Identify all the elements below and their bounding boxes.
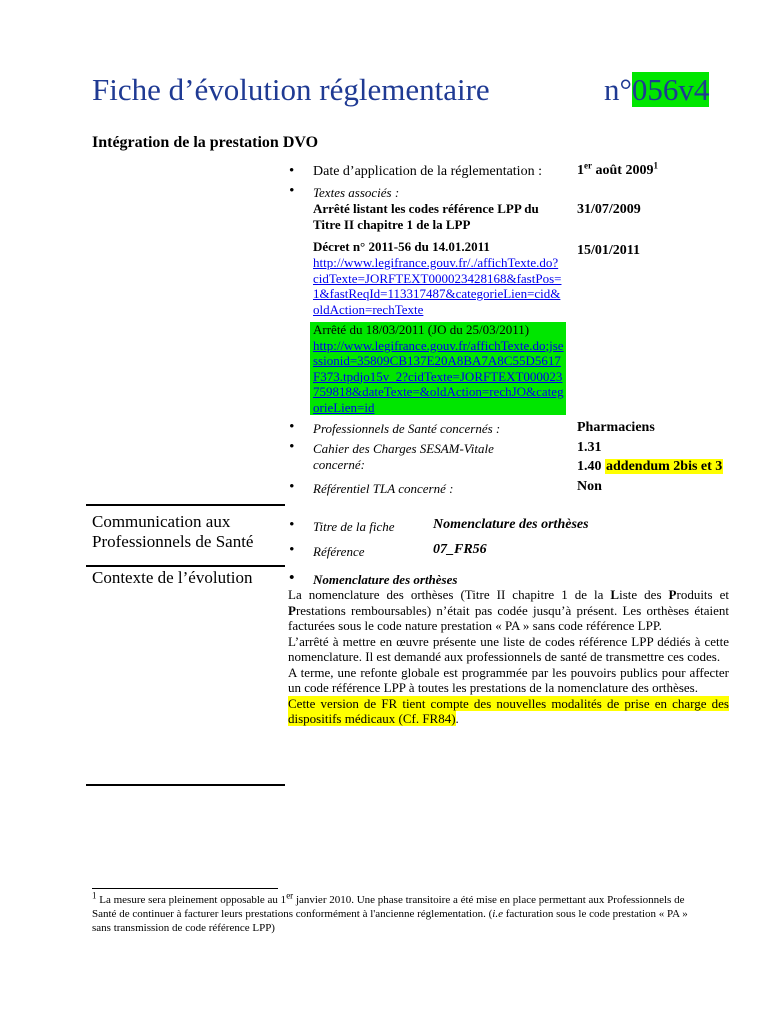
arrete-2011-link[interactable]: http://www.legifrance.gouv.fr/affichTexte.do;jsessionid=35809CB137E20A8BA7A8C55D5617F373.tpdjo15v_2?cidTexte=JORFTEXT000023759818&dateTexte=&oldAction=rechJO&categorieLien=id (313, 337, 564, 415)
fiche-number-value: 056v4 (631, 72, 710, 107)
contexte-bullet: • Nomenclature des orthèses (313, 572, 457, 588)
footnote-rule (92, 888, 278, 889)
addendum-badge: addendum 2bis et 3 (606, 459, 723, 474)
contexte-paragraph-3: A terme, une refonte globale est programmée par les pouvoirs publics pour affecter un code référence LPP à toutes les prestations de la nomenclature des orthèses. (288, 664, 729, 695)
decret-title: Décret n° 2011-56 du 14.01.2011 (313, 239, 490, 254)
arrete-2011-block (310, 322, 566, 415)
section-divider (86, 784, 285, 786)
section-divider (86, 565, 285, 567)
contexte-text (288, 587, 729, 727)
footnote: $^1$ La mesure sera pleinement opposable au 1er janvier 2010. Une phase transitoire a été mise en place permettant aux Professionnels de Santé de continuer à facturer leurs prestations conformément à l'ancienne réglementation. (i.e facturation sous le code prestation « PA » sans transmission de code référence LPP) (92, 890, 688, 934)
arrete-lpp-title: Arrêté listant les codes référence LPP du Titre II chapitre 1 de la LPP (313, 201, 539, 232)
date-application-value: 1er août 2009$^1$ (577, 160, 658, 178)
arrete-lpp-date: 31/07/2009 (577, 202, 641, 217)
cahier-charges-label: • Cahier des Charges SESAM-Vitale concerné: (313, 441, 543, 472)
tla-label: • Référentiel TLA concerné : (313, 481, 453, 497)
fiche-number: n°056v4 (604, 72, 710, 107)
page-title (92, 72, 710, 108)
cahier-version-131: 1.31 (577, 440, 602, 455)
contexte-heading: Contexte de l’évolution (92, 568, 253, 587)
cahier-version-140: 1.40 addendum 2bis et 3 (577, 459, 723, 474)
reference-label: • Référence (313, 544, 364, 560)
professionnels-label: • Professionnels de Santé concernés : (313, 421, 500, 437)
date-application-label: • Date d’application de la réglementation : (313, 164, 542, 180)
contexte-paragraph-1: La nomenclature des orthèses (Titre II chapitre 1 de la Liste des Produits et Prestations remboursables) n’était pas codée jusqu’à présent. Les orthèses étaient facturées sous le code nature prestation « PA » sans code référence LPP. (288, 587, 729, 633)
title-text: Fiche d’évolution réglementaire (92, 72, 490, 107)
section-divider (86, 504, 285, 506)
subtitle: Intégration de la prestation DVO (92, 134, 319, 151)
contexte-paragraph-4: Cette version de FR tient compte des nouvelles modalités de prise en charge des dispositifs médicaux (Cf. FR84). (288, 695, 729, 726)
communication-heading: Communication aux Professionnels de Santé (92, 512, 254, 551)
arrete-2011-title: Arrêté du 18/03/2011 (JO du 25/03/2011) (313, 322, 530, 337)
decret-date: 15/01/2011 (577, 243, 641, 258)
reference-value: 07_FR56 (433, 542, 487, 557)
titre-fiche-value: Nomenclature des orthèses (433, 517, 589, 532)
decret-link[interactable]: http://www.legifrance.gouv.fr/./affichTexte.do?cidTexte=JORFTEXT000023428168&fastPos=1&fastReqId=113317487&categorieLien=cid&oldAction=rechTexte (313, 255, 562, 317)
titre-fiche-label: • Titre de la fiche (313, 519, 394, 535)
textes-associes-label: • Textes associés : (313, 185, 399, 201)
professionnels-value: Pharmaciens (577, 420, 655, 435)
contexte-paragraph-2: L’arrêté à mettre en œuvre présente une liste de codes référence LPP dédiés à cette nomenclature. Il est demandé aux professionnels de santé de transmettre ces codes. (288, 633, 729, 664)
tla-value: Non (577, 479, 602, 494)
